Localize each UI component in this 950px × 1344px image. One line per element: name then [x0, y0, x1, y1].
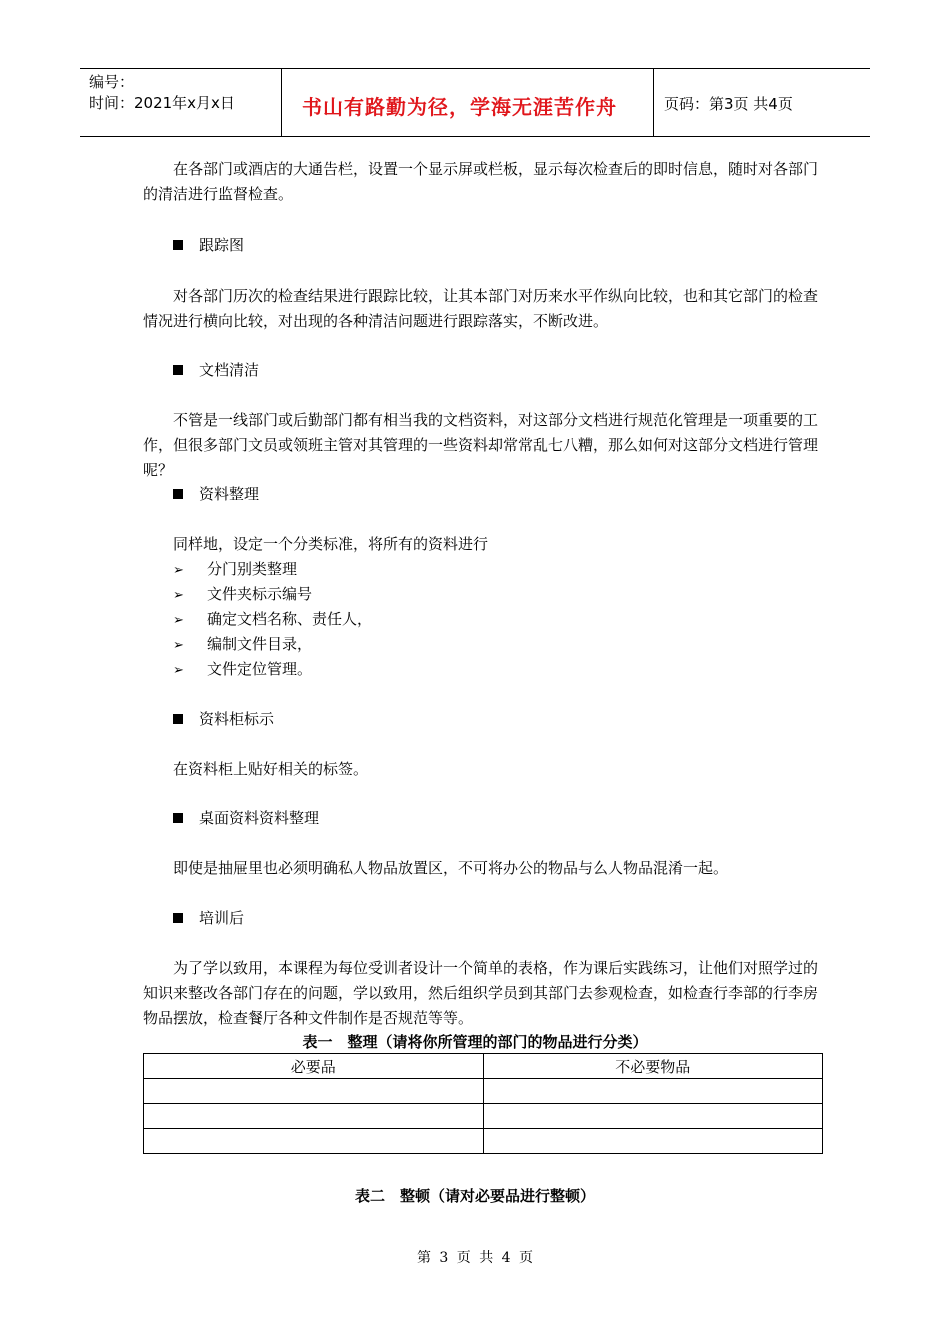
- square-bullet-icon: [173, 813, 183, 823]
- header-motto-cell: [282, 69, 654, 136]
- page-header: [80, 68, 870, 137]
- paragraph-data-sorting: 同样地，设定一个分类标准，将所有的资料进行: [173, 535, 489, 553]
- heading-text: 文档清洁: [199, 361, 260, 379]
- table-row: [144, 1104, 823, 1129]
- heading-text: 培训后: [199, 909, 245, 927]
- arrow-bullet-icon: ➢: [173, 613, 184, 628]
- arrow-bullet-icon: ➢: [173, 663, 184, 678]
- list-item: [173, 582, 312, 608]
- list-item-text: 分门别类整理: [207, 560, 298, 578]
- list-item-text: 文件夹标示编号: [207, 585, 313, 603]
- heading-data-sorting: [173, 482, 259, 507]
- heading-cabinet-label: [173, 707, 274, 732]
- column-header-unnecessary: 不必要物品: [483, 1054, 823, 1079]
- square-bullet-icon: [173, 913, 183, 923]
- paragraph-after-training: 为了学以致用，本课程为每位受训者设计一个简单的表格，作为课后实践练习，让他们对照学过的知识来整改各部门存在的问题，学以致用，然后组织学员到其部门去参观检查，如检查行李部的行李房物品摆放，检查餐厅各种文件制作是否规范等等。: [143, 959, 819, 1027]
- list-item: [173, 607, 372, 633]
- heading-text: 桌面资料资料整理: [199, 809, 320, 827]
- list-item: [173, 557, 297, 583]
- table1-caption: 表一 整理（请将你所管理的部门的物品进行分类）: [302, 1033, 648, 1051]
- header-motto: 书山有路勤为径，学海无涯苦作舟: [302, 95, 617, 119]
- paragraph-desk-sorting: 即使是抽屉里也必须明确私人物品放置区，不可将办公的物品与么人物品混淆一起。: [173, 859, 729, 877]
- page-footer: 第 3 页 共 4 页: [416, 1250, 534, 1266]
- table-cell[interactable]: [144, 1129, 484, 1154]
- table-cell[interactable]: [144, 1104, 484, 1129]
- list-item-text: 文件定位管理。: [207, 660, 313, 678]
- page-indicator: 页码：第3页 共4页: [664, 95, 793, 113]
- list-item-text: 编制文件目录，: [207, 635, 313, 653]
- list-item: [173, 657, 312, 683]
- time-label: 时间：2021年x月x日: [89, 94, 235, 112]
- table-header-row: [144, 1054, 823, 1079]
- number-label: 编号：: [89, 73, 135, 91]
- square-bullet-icon: [173, 365, 183, 375]
- paragraph-document-cleaning: 不管是一线部门或后勤部门都有相当我的文档资料，对这部分文档进行规范化管理是一项重要的工作，但很多部门文员或领班主管对其管理的一些资料却常常乱七八糟，那么如何对这部分文档进行管理呢？: [143, 411, 819, 479]
- list-item: [173, 632, 312, 658]
- table-cell[interactable]: [483, 1104, 823, 1129]
- paragraph-display-board: 在各部门或酒店的大通告栏，设置一个显示屏或栏板，显示每次检查后的即时信息，随时对各部门的清洁进行监督检查。: [143, 160, 819, 203]
- arrow-bullet-icon: ➢: [173, 588, 184, 603]
- paragraph-cabinet-label: 在资料柜上贴好相关的标签。: [173, 760, 369, 778]
- heading-desk-sorting: [173, 806, 319, 831]
- table-cell[interactable]: [483, 1079, 823, 1104]
- arrow-bullet-icon: ➢: [173, 638, 184, 653]
- table2-caption: 表二 整顿（请对必要品进行整顿）: [354, 1187, 595, 1205]
- heading-after-training: [173, 906, 244, 931]
- heading-text: 跟踪图: [199, 236, 245, 254]
- square-bullet-icon: [173, 489, 183, 499]
- paragraph-tracking: 对各部门历次的检查结果进行跟踪比较，让其本部门对历来水平作纵向比较，也和其它部门的检查情况进行横向比较，对出现的各种清洁问题进行跟踪落实，不断改进。: [143, 287, 819, 330]
- heading-document-cleaning: [173, 358, 259, 383]
- heading-tracking: [173, 233, 244, 258]
- table-cell[interactable]: [483, 1129, 823, 1154]
- table-cell[interactable]: [144, 1079, 484, 1104]
- table-row: [144, 1079, 823, 1104]
- header-meta: [80, 69, 282, 136]
- list-item-text: 确定文档名称、责任人，: [207, 610, 373, 628]
- heading-text: 资料柜标示: [199, 710, 275, 728]
- heading-text: 资料整理: [199, 485, 260, 503]
- arrow-bullet-icon: ➢: [173, 563, 184, 578]
- square-bullet-icon: [173, 714, 183, 724]
- sorting-table: [143, 1053, 823, 1154]
- table-row: [144, 1129, 823, 1154]
- column-header-necessary: 必要品: [144, 1054, 484, 1079]
- square-bullet-icon: [173, 240, 183, 250]
